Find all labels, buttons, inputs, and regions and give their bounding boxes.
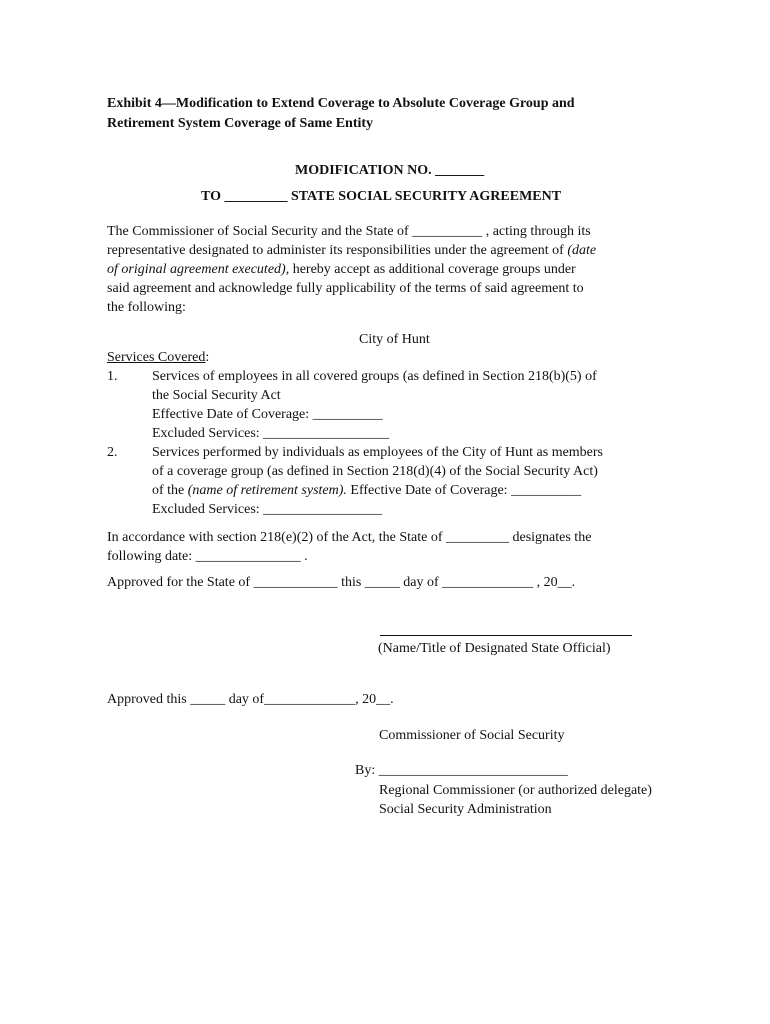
service-item-2-excluded: Excluded Services: _________________ — [152, 502, 383, 517]
intro-line-3-italic: of original agreement executed), — [107, 262, 290, 277]
services-label-text: Services Covered — [107, 350, 206, 365]
intro-paragraph — [107, 222, 647, 317]
service-item-1-excluded: Excluded Services: __________________ — [152, 426, 390, 441]
intro-line-3-text: hereby accept as additional coverage groups under — [289, 262, 576, 277]
services-label-colon: : — [205, 350, 210, 365]
service-item-2-line-2: of a coverage group (as defined in Section 218(d)(4) of the Social Security Act) — [152, 464, 598, 479]
service-item-2-line-1: Services performed by individuals as employees of the City of Hunt as members — [152, 445, 604, 460]
service-item-2 — [152, 443, 603, 519]
intro-line-2-italic: (date — [567, 243, 597, 258]
by-signature-line: By: ___________________________ — [355, 763, 568, 778]
state-official-signature-line — [380, 635, 632, 636]
intro-line-2-text: representative designated to administer its responsibilities under the agreement of — [107, 243, 568, 258]
retirement-system-name: (name of retirement system). — [187, 483, 347, 498]
exhibit-heading — [107, 94, 575, 133]
services-covered-label — [107, 348, 209, 367]
intro-line-4: said agreement and acknowledge fully applicability of the terms of said agreement to — [107, 281, 584, 296]
service-item-1-line-1: Services of employees in all covered groups (as defined in Section 218(b)(5) of — [152, 369, 597, 384]
modification-number: MODIFICATION NO. _______ — [295, 163, 485, 178]
service-item-2-line-3 — [152, 481, 603, 500]
state-official-label: (Name/Title of Designated State Official) — [378, 641, 611, 656]
service-item-2-number: 2. — [107, 445, 118, 460]
service-item-2-line-3-text: of the — [152, 483, 188, 498]
heading-line-1: Exhibit 4—Modification to Extend Coverage to Absolute Coverage Group and — [107, 96, 575, 111]
service-item-2-effective-date: Effective Date of Coverage: __________ — [346, 483, 582, 498]
accordance-line-1: In accordance with section 218(e)(2) of the Act, the State of _________ designates the — [107, 530, 592, 545]
intro-line-5: the following: — [107, 300, 186, 315]
approved-commissioner: Approved this _____ day of_____________, 20__. — [107, 692, 394, 707]
accordance-line-2: following date: _______________ . — [107, 549, 308, 564]
heading-line-2: Retirement System Coverage of Same Entity — [107, 115, 374, 131]
service-item-1-line-2: the Social Security Act — [152, 388, 281, 403]
intro-line-3 — [107, 260, 647, 279]
commissioner-label: Commissioner of Social Security — [379, 728, 565, 743]
regional-commissioner-label: Regional Commissioner (or authorized delegate) — [379, 783, 652, 798]
accordance-paragraph — [107, 528, 591, 566]
service-item-1-number: 1. — [107, 369, 118, 384]
intro-line-1: The Commissioner of Social Security and the State of __________ , acting through its — [107, 224, 591, 239]
entity-name: City of Hunt — [359, 332, 430, 347]
intro-line-2 — [107, 241, 647, 260]
ssa-label: Social Security Administration — [379, 802, 552, 817]
approved-for-state: Approved for the State of ____________ this _____ day of _____________ , 20__. — [107, 575, 576, 590]
service-item-1-effective-date: Effective Date of Coverage: __________ — [152, 407, 383, 422]
agreement-title: TO _________ STATE SOCIAL SECURITY AGREEMENT — [201, 189, 562, 204]
service-item-1 — [152, 367, 597, 443]
